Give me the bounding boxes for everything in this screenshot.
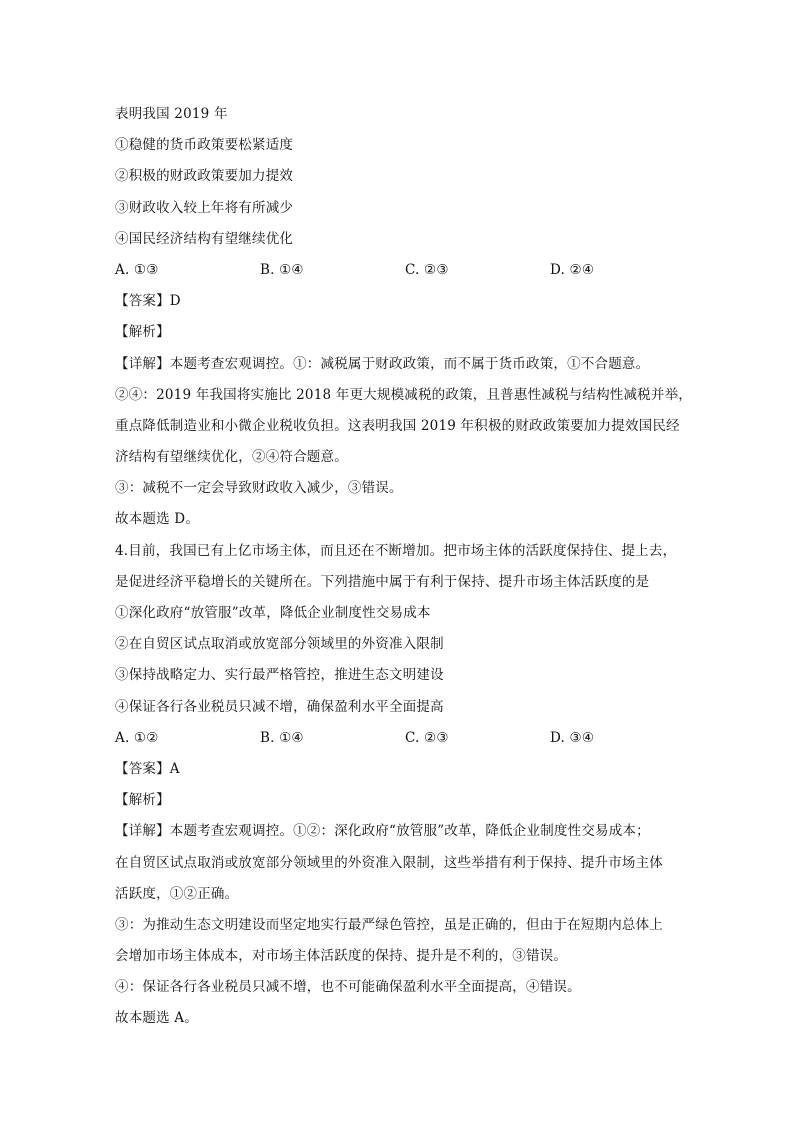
text-line: 表明我国 2019 年 [115, 106, 228, 122]
q3-conclusion: 故本题选 D。 [115, 511, 200, 528]
q4-answer: 【答案】A [115, 760, 180, 777]
q4-analysis-heading: 【解析】 [115, 792, 170, 809]
q4-detail-line: 在自贸区试点取消或放宽部分领域里的外资准入限制，这些举措有利于保持、提升市场主体 [115, 854, 663, 871]
q4-detail-line: 会增加市场主体成本，对市场主体活跃度的保持、提升是不利的，③错误。 [115, 948, 568, 965]
document-page [115, 99, 695, 1035]
choice-2: ②积极的财政政策要加力提效 [115, 168, 294, 185]
choice-3: ③财政收入较上年将有所减少 [115, 199, 294, 216]
option-a: A. ①③ [115, 261, 159, 278]
q3-detail-line: 重点降低制造业和小微企业税收负担。这表明我国 2019 年积极的财政政策要加力提效国民经 [115, 417, 680, 434]
option-d: D. ③④ [550, 729, 595, 746]
q4-conclusion: 故本题选 A。 [115, 1010, 198, 1027]
q4-detail-line: 【详解】本题考查宏观调控。①②：深化政府“放管服”改革，降低企业制度性交易成本； [115, 823, 650, 840]
option-c: C. ②③ [405, 261, 449, 278]
q3-detail-line: 济结构有望继续优化，②④符合题意。 [115, 449, 348, 466]
q4-stem-line: 是促进经济平稳增长的关键所在。下列措施中属于有利于保持、提升市场主体活跃度的是 [115, 573, 650, 590]
choice-4: ④国民经济结构有望继续优化 [115, 230, 294, 247]
q3-detail-line: ②④：2019 年我国将实施比 2018 年更大规模减税的政策，且普惠性减税与结构性减税并举， [115, 386, 692, 403]
q4-detail-line: ④：保证各行各业税员只减不增，也不可能确保盈利水平全面提高，④错误。 [115, 979, 581, 996]
option-a: A. ①② [115, 729, 159, 746]
q4-choice-3: ③保持战略定力、实行最严格管控，推进生态文明建设 [115, 667, 444, 684]
q3-answer: 【答案】D [115, 293, 181, 310]
q4-stem-line: 4.目前，我国已有上亿市场主体，而且还在不断增加。把市场主体的活跃度保持住、提上去， [115, 542, 677, 559]
option-c: C. ②③ [405, 729, 449, 746]
choice-1: ①稳健的货币政策要松紧适度 [115, 137, 294, 154]
option-b: B. ①④ [260, 261, 304, 278]
option-b: B. ①④ [260, 729, 304, 746]
q4-detail-line: 活跃度，①②正确。 [115, 885, 239, 902]
q4-detail-line: ③：为推动生态文明建设而坚定地实行最严绿色管控，虽是正确的，但由于在短期内总体上 [115, 916, 663, 933]
option-d: D. ②④ [550, 261, 595, 278]
q3-options [115, 255, 695, 286]
q3-detail-line: ③：减税不一定会导致财政收入减少，③错误。 [115, 480, 403, 497]
q3-detail-line: 【详解】本题考查宏观调控。①：减税属于财政政策，而不属于货币政策，①不合题意。 [115, 355, 650, 372]
q4-choice-2: ②在自贸区试点取消或放宽部分领域里的外资准入限制 [115, 636, 444, 653]
q4-options [115, 723, 695, 754]
q4-choice-4: ④保证各行各业税员只减不增，确保盈利水平全面提高 [115, 698, 444, 715]
q4-choice-1: ①深化政府“放管服”改革，降低企业制度性交易成本 [115, 605, 431, 621]
q3-analysis-heading: 【解析】 [115, 324, 170, 341]
